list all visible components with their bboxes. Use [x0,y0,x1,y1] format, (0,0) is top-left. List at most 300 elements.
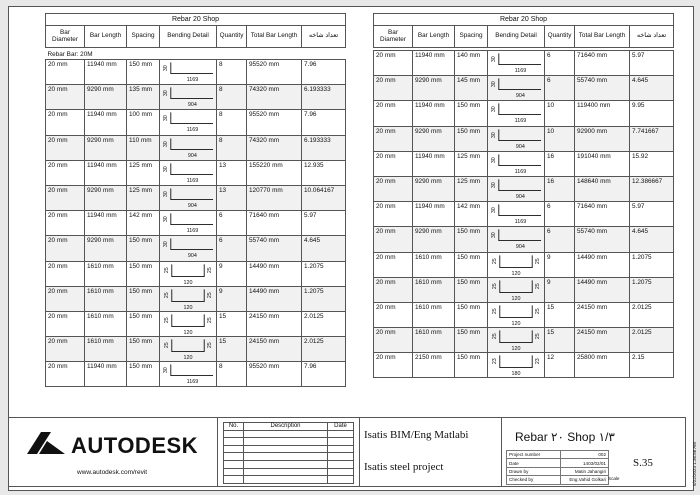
cell-spacing: 100 mm [127,110,160,135]
cell-quantity: 15 [217,337,247,362]
cell-count: 7.741667 [630,126,674,151]
cell-spacing: 150 mm [455,328,488,353]
cell-spacing: 150 mm [127,311,160,336]
cell-bending-detail [160,261,217,286]
cell-bending-detail [488,353,545,378]
cell-bar-length: 11940 mm [85,211,127,236]
cell-count: 6.193333 [302,85,346,110]
meta-value-drawn-by: Matin Jahangiri [561,467,609,475]
cell-total-bar-length: 155220 mm [247,160,302,185]
bending-shape [160,85,216,109]
bend-dim-b: 904 [515,193,525,200]
rev-cell [328,438,354,446]
bend-dim-b: 1169 [514,118,527,125]
cell-bar-length: 11940 mm [85,160,127,185]
cell-quantity: 10 [545,126,575,151]
col-header-total-bar-length: Total Bar Length [575,26,630,48]
bend-dim-b: 904 [515,143,525,150]
cell-bar-length: 11940 mm [413,151,455,176]
cell-bending-detail [488,176,545,201]
cell-spacing: 150 mm [127,60,160,85]
bend-dim-a: 25 [163,317,170,324]
cell-bar-diameter: 20 mm [374,328,413,353]
cell-total-bar-length: 95520 mm [247,60,302,85]
bend-dim-a: 30 [162,115,169,122]
table-row [374,202,674,227]
sheet-number: S.35 [633,457,653,469]
cell-count: 4.645 [630,227,674,252]
cell-bending-detail [160,135,217,160]
meta-label-date: Date [507,459,561,467]
cell-total-bar-length: 148640 mm [575,176,630,201]
bar-shape-line [500,305,532,317]
cell-bending-detail [160,362,217,387]
bar-shape-line [500,280,532,292]
cell-total-bar-length: 24150 mm [575,328,630,353]
cell-bar-length: 9290 mm [85,135,127,160]
cell-quantity: 10 [545,101,575,126]
bar-shape-line [500,255,532,267]
cell-quantity: 6 [217,236,247,261]
bending-shape [160,262,216,286]
bend-dim-a: 30 [490,56,497,63]
bend-dim-c: 25 [207,317,214,324]
cell-bar-diameter: 20 mm [46,135,85,160]
cell-spacing: 150 mm [455,227,488,252]
bar-shape-line [171,239,213,250]
cell-count: 9.95 [630,101,674,126]
bending-shape [160,186,216,210]
bend-dim-c: 25 [535,333,542,340]
bend-dim-b: 1169 [186,177,199,184]
bending-shape [160,60,216,84]
cell-spacing: 150 mm [455,101,488,126]
table-row [374,76,674,101]
bend-dim-a: 30 [162,367,169,374]
cell-bending-detail [160,211,217,236]
divider [501,418,502,486]
rev-cell [224,438,244,446]
cell-bar-diameter: 20 mm [46,85,85,110]
cell-spacing: 150 mm [455,302,488,327]
col-header-bar-length: Bar Length [85,26,127,48]
cell-quantity: 8 [217,60,247,85]
bar-shape-line [499,230,541,241]
bend-dim-a: 30 [162,90,169,97]
rev-cell [328,430,354,438]
bar-shape-line [171,62,213,73]
cell-quantity: 8 [217,135,247,160]
table-row [374,353,674,378]
table-row [46,211,346,236]
bar-shape-line [499,179,541,190]
bend-dim-a: 30 [162,191,169,198]
cell-bar-diameter: 20 mm [374,176,413,201]
cell-bending-detail [488,328,545,353]
table-row [46,311,346,336]
bend-dim-b: 120 [511,320,521,327]
bend-dim-c: 23 [535,358,542,365]
cell-quantity: 9 [217,286,247,311]
cell-bar-diameter: 20 mm [46,60,85,85]
cell-bar-diameter: 20 mm [374,202,413,227]
col-header-spacing: Spacing [455,26,488,48]
bending-shape [488,101,544,125]
cell-bending-detail [488,227,545,252]
bending-shape [488,51,544,75]
rev-cell [244,453,328,461]
col-header-bar-diameter: Bar Diameter [46,26,85,48]
bending-shape [160,136,216,160]
cell-total-bar-length: 95520 mm [247,110,302,135]
bending-shape [488,127,544,151]
cell-bar-diameter: 20 mm [46,286,85,311]
cell-total-bar-length: 14490 mm [575,277,630,302]
cell-quantity: 6 [217,211,247,236]
bar-shape-line [500,330,532,342]
cell-count: 4.645 [630,76,674,101]
bend-dim-a: 25 [491,257,498,264]
bend-dim-b: 904 [515,93,525,99]
cell-quantity: 6 [545,51,575,76]
bend-dim-a: 30 [490,81,497,88]
cell-bending-detail [160,85,217,110]
rev-header-date: Date [328,423,354,431]
divider [217,418,218,486]
bend-dim-a: 30 [490,182,497,189]
cell-bar-length: 9290 mm [413,176,455,201]
autodesk-logo-icon [27,432,65,454]
cell-total-bar-length: 71640 mm [247,211,302,236]
bend-dim-a: 30 [162,140,169,147]
cell-bar-length: 9290 mm [85,236,127,261]
cell-spacing: 142 mm [127,211,160,236]
bend-dim-a: 30 [490,106,497,113]
cell-total-bar-length: 71640 mm [575,51,630,76]
bar-shape-line [171,163,213,174]
sheet-name: Rebar ۲۰ Shop ۱/۳ [515,430,615,444]
rev-cell [328,445,354,453]
cell-total-bar-length: 14490 mm [247,286,302,311]
cell-total-bar-length: 24150 mm [575,302,630,327]
rev-cell [244,468,328,476]
bending-shape [160,287,216,311]
cell-bar-diameter: 20 mm [46,362,85,387]
bar-shape-line [500,356,532,368]
cell-bar-length: 1610 mm [85,311,127,336]
cell-quantity: 16 [545,176,575,201]
cell-count: 1.2075 [302,286,346,311]
table-row [46,110,346,135]
rebar-schedule-left [45,13,345,387]
bend-dim-c: 25 [207,291,214,298]
rev-cell [244,438,328,446]
cell-bar-length: 1610 mm [85,286,127,311]
cell-total-bar-length: 14490 mm [575,252,630,277]
bend-dim-a: 30 [490,232,497,239]
table-row [374,328,674,353]
bar-shape-line [499,79,541,90]
bar-shape-line [171,88,213,99]
table-row [374,252,674,277]
col-header-bending-detail: Bending Detail [160,26,217,48]
cell-quantity: 8 [217,110,247,135]
meta-value-checked-by: Eng.Vahid Golkari [561,476,609,484]
table-row [46,160,346,185]
table-row [374,151,674,176]
bend-dim-b: 120 [183,329,193,336]
cell-total-bar-length: 55740 mm [247,236,302,261]
bend-dim-b: 904 [187,253,197,260]
cell-bending-detail [488,51,545,76]
bar-shape-line [171,214,213,225]
title-block [8,417,686,487]
cell-count: 1.2075 [630,277,674,302]
table-row [374,51,674,76]
cell-spacing: 150 mm [455,353,488,378]
bending-shape [160,312,216,336]
cell-bar-length: 11940 mm [413,101,455,126]
schedule-title: Rebar 20 Shop [46,14,346,26]
table-row [46,236,346,261]
cell-bar-diameter: 20 mm [374,101,413,126]
cell-bar-diameter: 20 mm [374,302,413,327]
cell-bending-detail [160,337,217,362]
bend-dim-a: 25 [491,333,498,340]
bend-dim-b: 904 [187,202,197,209]
cell-spacing: 150 mm [127,286,160,311]
bend-dim-b: 1169 [186,127,199,134]
bar-shape-line [171,113,213,124]
cell-spacing: 135 mm [127,85,160,110]
rev-header-description: Description [244,423,328,431]
logo-text: AUTODESK [71,433,199,458]
bend-dim-a: 30 [490,207,497,214]
cell-bar-diameter: 20 mm [46,337,85,362]
bend-dim-b: 120 [511,270,521,277]
col-header-count: تعداد شاخه [630,26,674,48]
cell-count: 12.935 [302,160,346,185]
bend-dim-a: 23 [491,358,498,365]
bar-shape-line [499,205,541,216]
project-name: Isatis steel project [364,461,444,473]
bending-shape [488,177,544,201]
rev-cell [244,445,328,453]
cell-bar-length: 9290 mm [413,126,455,151]
bend-dim-c: 25 [535,308,542,315]
bend-dim-a: 25 [163,291,170,298]
cell-count: 1.2075 [630,252,674,277]
cell-bar-length: 2150 mm [413,353,455,378]
cell-bar-length: 1610 mm [85,261,127,286]
cell-count: 2.0125 [630,328,674,353]
cell-quantity: 12 [545,353,575,378]
cell-spacing: 125 mm [127,160,160,185]
rebar-schedule-right [373,13,673,378]
rev-cell [328,468,354,476]
cell-total-bar-length: 25800 mm [575,353,630,378]
cell-quantity: 9 [545,277,575,302]
cell-total-bar-length: 71640 mm [575,202,630,227]
cell-total-bar-length: 55740 mm [575,227,630,252]
cell-quantity: 9 [217,261,247,286]
cell-count: 4.645 [302,236,346,261]
bending-shape [160,211,216,235]
cell-bar-diameter: 20 mm [46,311,85,336]
rev-cell [224,468,244,476]
cell-bending-detail [488,202,545,227]
cell-total-bar-length: 191040 mm [575,151,630,176]
cell-spacing: 145 mm [455,76,488,101]
cell-total-bar-length: 120770 mm [247,185,302,210]
bend-dim-a: 25 [491,308,498,315]
bar-shape-line [499,129,541,140]
cell-bar-length: 11940 mm [85,60,127,85]
bending-shape [488,152,544,176]
bend-dim-a: 30 [490,131,497,138]
print-timestamp [692,430,699,486]
bending-shape [488,253,544,277]
bending-shape [160,236,216,260]
cell-bending-detail [160,185,217,210]
bend-dim-b: 904 [187,152,197,159]
bending-shape [488,202,544,226]
cell-bar-length: 1610 mm [413,328,455,353]
col-header-count: تعداد شاخه [302,26,346,48]
cell-bending-detail [160,60,217,85]
cell-count: 6.193333 [302,135,346,160]
bend-dim-a: 30 [162,166,169,172]
bend-dim-c: 25 [207,342,214,349]
timestamp-text: 5/22/2024 1:36:56 AM [692,441,697,486]
bend-dim-c: 25 [207,266,214,273]
cell-bending-detail [160,286,217,311]
bar-shape-line [171,188,213,199]
cell-count: 7.96 [302,110,346,135]
cell-spacing: 150 mm [455,126,488,151]
table-row [374,176,674,201]
rev-cell [244,430,328,438]
cell-bar-diameter: 20 mm [374,151,413,176]
col-header-quantity: Quantity [545,26,575,48]
bend-dim-a: 30 [162,216,169,223]
bar-shape-line [499,53,541,64]
rev-cell [224,445,244,453]
table-row [46,286,346,311]
cell-bar-diameter: 20 mm [374,252,413,277]
cell-bar-diameter: 20 mm [46,110,85,135]
cell-bar-diameter: 20 mm [374,353,413,378]
cell-bar-diameter: 20 mm [46,236,85,261]
bar-shape-line [172,289,204,301]
cell-bending-detail [488,76,545,101]
bar-shape-line [172,314,204,326]
cell-count: 10.064167 [302,185,346,210]
cell-count: 2.0125 [302,311,346,336]
meta-label-drawn-by: Drawn by [507,467,561,475]
cell-quantity: 15 [545,302,575,327]
bend-dim-b: 904 [515,244,525,251]
bending-shape [488,353,544,377]
cell-bar-length: 9290 mm [85,185,127,210]
meta-value-date: 1403/02/01 [561,459,609,467]
bending-shape [488,303,544,327]
bend-dim-b: 1169 [514,218,527,225]
col-header-bar-length: Bar Length [413,26,455,48]
cell-spacing: 150 mm [127,337,160,362]
cell-total-bar-length: 119400 mm [575,101,630,126]
col-header-spacing: Spacing [127,26,160,48]
col-header-bending-detail: Bending Detail [488,26,545,48]
bend-dim-b: 1169 [514,67,527,74]
table-row [46,185,346,210]
cell-bar-length: 11940 mm [413,202,455,227]
website-link[interactable]: www.autodesk.com/revit [77,469,148,476]
schedule-title: Rebar 20 Shop [374,14,674,26]
table-row [46,261,346,286]
cell-spacing: 140 mm [455,51,488,76]
cell-spacing: 125 mm [127,185,160,210]
bend-dim-a: 25 [163,266,170,273]
cell-bar-diameter: 20 mm [46,160,85,185]
bend-dim-a: 25 [163,342,170,349]
cell-spacing: 150 mm [127,261,160,286]
bend-dim-c: 25 [535,282,542,289]
cell-bar-length: 11940 mm [85,110,127,135]
meta-value-project-number: 002 [561,451,609,459]
sheet-metadata-table [506,450,686,485]
cell-total-bar-length: 24150 mm [247,337,302,362]
bar-shape-line [499,154,541,165]
cell-bar-diameter: 20 mm [46,261,85,286]
cell-bending-detail [488,277,545,302]
cell-quantity: 8 [217,85,247,110]
bending-shape [488,328,544,352]
cell-bending-detail [488,126,545,151]
bend-dim-b: 120 [183,304,193,311]
bar-shape-line [171,365,213,376]
cell-total-bar-length: 74320 mm [247,85,302,110]
bend-dim-b: 120 [511,295,521,302]
bending-shape [488,76,544,100]
cell-count: 15.92 [630,151,674,176]
cell-quantity: 9 [545,252,575,277]
cell-spacing: 150 mm [127,362,160,387]
cell-bending-detail [160,236,217,261]
table-row [374,126,674,151]
cell-spacing: 110 mm [127,135,160,160]
bar-shape-line [172,264,204,276]
rev-cell [244,476,328,484]
cell-quantity: 6 [545,227,575,252]
cell-bar-length: 1610 mm [85,337,127,362]
cell-bar-length: 11940 mm [85,362,127,387]
bend-dim-c: 25 [535,257,542,264]
cell-spacing: 150 mm [127,236,160,261]
meta-label-project-number: Project number [507,451,561,459]
cell-count: 5.97 [630,202,674,227]
cell-bending-detail [488,302,545,327]
cell-bar-length: 1610 mm [413,302,455,327]
bend-dim-b: 180 [511,371,521,378]
table-row [374,101,674,126]
bend-dim-b: 1169 [514,168,527,175]
bend-dim-a: 30 [162,241,169,248]
cell-quantity: 15 [545,328,575,353]
bar-shape-line [171,138,213,149]
cell-bar-diameter: 20 mm [46,185,85,210]
cell-count: 2.15 [630,353,674,378]
